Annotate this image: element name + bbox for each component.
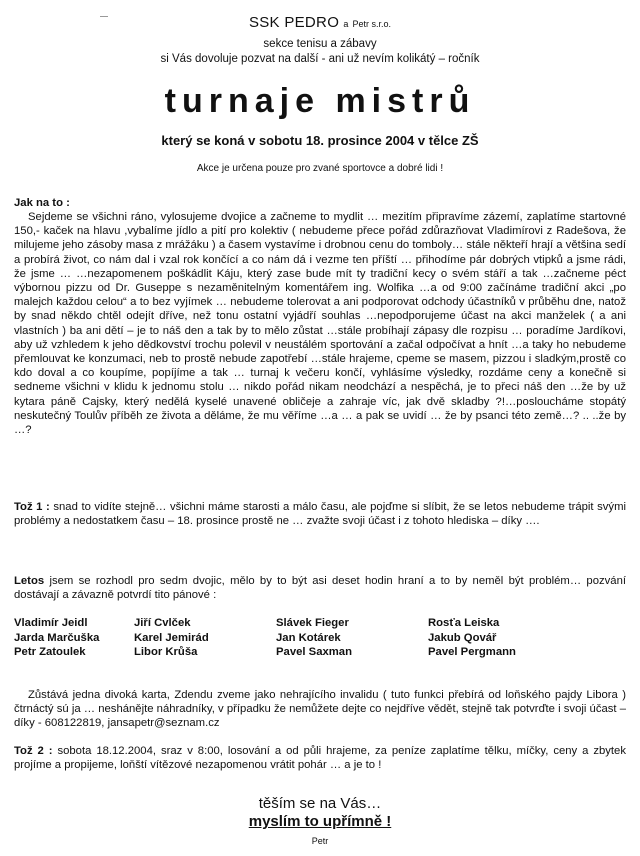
event-date-line: který se koná v sobotu 18. prosince 2004 v tělce ZŠ xyxy=(161,133,479,148)
closing-line: těším se na Vás… xyxy=(258,795,382,812)
player-column xyxy=(14,616,99,660)
section-body-toz1: snad to vidíte stejně… všichni máme starosti a málo času, ale pojďme si slíbit, že se letos nebudeme trápit svými problémy a nedostatkem času – 18. prosince prostě ne … zvažte svoji účast i z tohoto hlediska – díky …. xyxy=(14,501,627,528)
invitation-line: si Vás dovoluje pozvat na další - ani už nevím kolikátý – ročník xyxy=(160,53,480,65)
player-name: Jiří Cvlček xyxy=(134,617,191,629)
player-name: Jan Kotárek xyxy=(276,631,341,644)
section-heading-jak: Jak na to : xyxy=(14,197,70,209)
organizer-name: SSK PEDRO xyxy=(248,14,340,31)
player-name: Pavel Saxman xyxy=(276,646,352,658)
player-name: Pavel Pergmann xyxy=(428,646,516,658)
player-name: Slávek Fieger xyxy=(276,617,349,629)
section-body-jak: Sejdeme se všichni ráno, vylosujeme dvojice a začneme to mydlit … mezitím připravíme zázemí, zaplatíme startovné 150,- kaček na hlavu ,vybalíme jídlo a pití pro kolektiv ( nebudeme přece pořád zdůrazňovat Vladimírovi z Radešova, že milujeme jeho zásoby masa z mrážáku ) a časem vystavíme i drobnou cenu do tomboly… stále někteří hrají a většina sedí a probírá život, co nám dal i vzal rok končící a co nám dá i vezme ten příští … přihodíme pár dobrých vtipků a jsme rádi, že jsme … …nezapomenem poškádlit Káju, který zase bude mít ty tradiční kecy o svém stáří a tak …začneme péct výbornou pizzu od Dr. Guseppe s nezaměnitelným komentářem ing. Wolfika …a od 9:00 začínáme tradiční akci „po malejch každou celou“ a to bez vyjímek … nebudeme tolerovat a ani podporovat odchody účastníků v průběhu dne, natož by snad někdo chtěl odejít dříve, než tonu ostatní vyjádří souhlas …nepodporujeme účast na akci manželek ( a ani vlastních ) ba ani dětí – je to náš den a tak by to mělo zůstat …stále probíhají zápasy dle rozpisu … poradíme Jardíkovi, aby už vzhledem k jeho dědkovství trochu polevil v neustálém sportování a začal odpočívat a hnít …a taky ho nebudeme přemlouvat ke konzumaci, neb to prostě nebude zapotřebí …stále hrajeme, cpeme se masem, pizzou i sladkým,prostě co kdo doval a co koupíme, popíjíme a tak … turnaj k večeru končí, vyhlásíme výsledky, rozdáme ceny a konečně si sedneme všichni v klidu k jednomu stolu … nikdo pořád nikam neodchází a nespěchá, je to přeci náš den …že by už kytara páně Cajsky, který nedělá kyselé unavené obličeje a zahraje víc, jak dvě skladby ?!…posloucháme stopátý neskutečný Toulův příběh ze života a děláme, že mu věříme …a … a pak se uvidí … že by psanci této země…? .. ..že by …? xyxy=(14,211,626,437)
section-toz1 xyxy=(14,500,626,528)
section-wildcard: Zůstává jedna divoká karta, Zdendu zveme jako nehrajícího invalidu ( tuto funkci přebírá od loňského pajdy Libora ) čtrnáctý sú ja … neshánějte náhradníky, v případku že nemůžete dejte co nejdříve vědět, stejně tak potvrďte i svoji účast – díky - 608122819, jansapetr@seznam.cz xyxy=(14,689,626,730)
section-heading-toz2: Tož 2 : xyxy=(14,745,53,757)
player-name: Rosťa Leiska xyxy=(428,617,500,629)
section-body-letos: jsem se rozhodl pro sedm dvojic, mělo by to být asi deset hodin hraní a to by neměl být problém… pozvání dostávají a závazně potvrdí tito pánové : xyxy=(14,575,626,602)
player-column xyxy=(276,616,352,660)
player-name: Petr Zatoulek xyxy=(14,646,86,658)
section-body-toz2: sobota 18.12.2004, sraz v 8:00, losování a od půli hrajeme, za peníze zaplatíme tělku, míčky, ceny a zbytek projíme a propijeme, loňští vítězové nezapomenou vrátit pohár … a je to ! xyxy=(14,745,626,772)
player-name: Vladimír Jeidl xyxy=(14,617,88,629)
player-name: Karel Jemirád xyxy=(134,631,209,644)
organizer-partner: Petr s.r.o. xyxy=(352,19,392,29)
closing-emphasis xyxy=(0,813,640,830)
section-toz2 xyxy=(14,744,626,772)
section-letos xyxy=(14,574,626,602)
section-subtitle: sekce tenisu a zábavy xyxy=(263,38,377,50)
section-heading-toz1: Tož 1 : xyxy=(14,501,50,513)
organizer-line xyxy=(0,14,640,31)
player-column xyxy=(134,616,209,660)
closing-emphasis-text: myslím to upřímně ! xyxy=(248,813,392,830)
player-name: Libor Krůša xyxy=(134,646,198,658)
player-name: Jakub Qovář xyxy=(428,631,497,644)
section-heading-letos: Letos xyxy=(14,575,45,587)
event-note: Akce je určena pouze pro zvané sportovce a dobré lidi ! xyxy=(196,163,444,174)
player-name: Jarda Marčuška xyxy=(14,631,100,644)
organizer-joiner: a xyxy=(343,19,349,29)
signature: Petr xyxy=(311,836,329,846)
player-column xyxy=(428,616,516,660)
page-title: turnaje mistrů xyxy=(164,82,476,120)
